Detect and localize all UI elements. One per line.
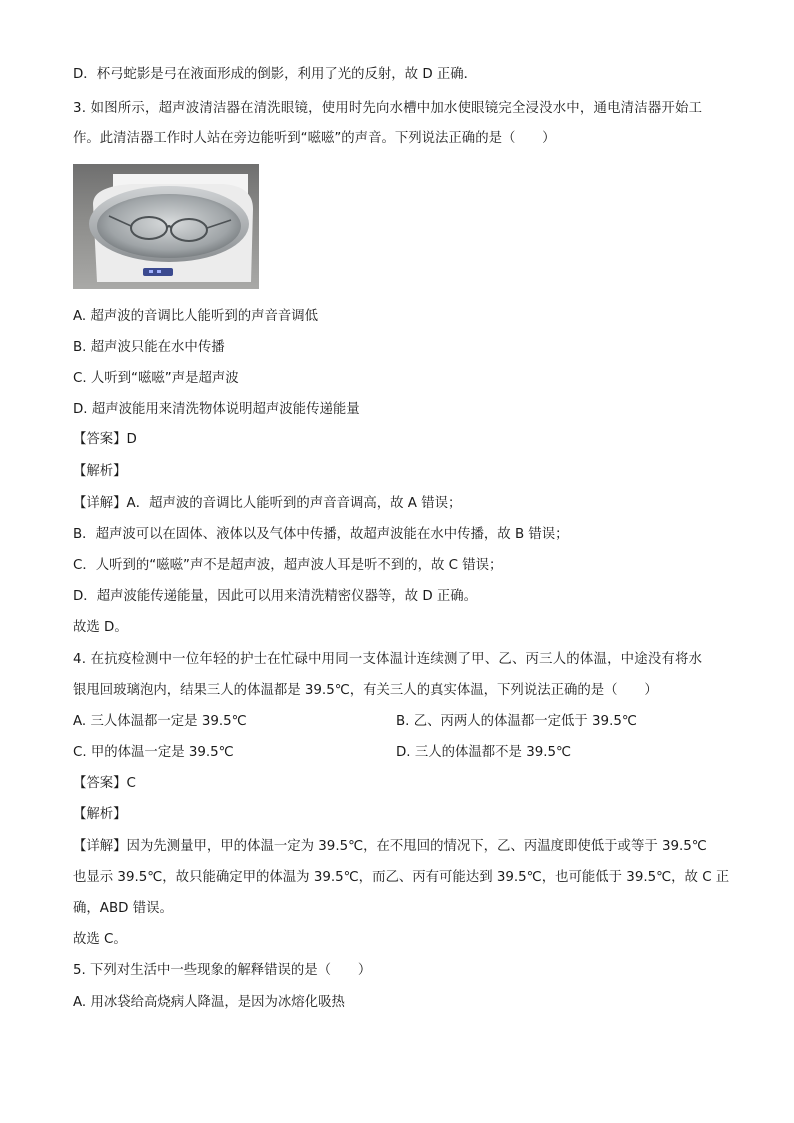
option-c: C. 甲的体温一定是 39.5℃: [73, 745, 234, 760]
explanation-line: 故选 D。: [73, 620, 128, 635]
question-4-stem: 4. 在抗疫检测中一位年轻的护士在忙碌中用同一支体温计连续测了甲、乙、丙三人的体温，中途没有将水: [73, 652, 703, 667]
analysis-label: 【解析】: [73, 464, 127, 479]
explanation-line: 也显示 39.5℃，故只能确定甲的体温为 39.5℃，而乙、丙有可能达到 39.5℃，也可能低于 39.5℃，故 C 正: [73, 870, 730, 885]
option-c: C. 人听到“嗞嗞”声是超声波: [73, 371, 239, 386]
answer-label: 【答案】C: [73, 776, 136, 791]
answer-label: 【答案】D: [73, 432, 137, 447]
explanation-line: 【详解】因为先测量甲，甲的体温一定为 39.5℃，在不甩回的情况下，乙、丙温度即使低于或等于 39.5℃: [73, 839, 707, 854]
explanation-line: C．人听到的“嗞嗞”声不是超声波，超声波人耳是听不到的，故 C 错误；: [73, 558, 503, 573]
option-d: D. 超声波能用来清洗物体说明超声波能传递能量: [73, 402, 360, 417]
option-d: D. 三人的体温都不是 39.5℃: [396, 745, 572, 760]
explanation-line: B．超声波可以在固体、液体以及气体中传播，故超声波能在水中传播，故 B 错误；: [73, 527, 569, 542]
question-5-stem: 5. 下列对生活中一些现象的解释错误的是（ ）: [73, 963, 372, 978]
analysis-label: 【解析】: [73, 807, 127, 822]
question-3-stem-cont: 作。此清洁器工作时人站在旁边能听到“嗞嗞”的声音。下列说法正确的是（ ）: [73, 131, 556, 146]
option-b: B. 超声波只能在水中传播: [73, 340, 225, 355]
explanation-line: 确，ABD 错误。: [73, 901, 173, 916]
explanation-line: 【详解】A．超声波的音调比人能听到的声音音调高，故 A 错误；: [73, 496, 462, 511]
option-a: A. 用冰袋给高烧病人降温，是因为冰熔化吸热: [73, 995, 345, 1010]
option-a: A. 超声波的音调比人能听到的声音音调低: [73, 309, 319, 324]
ultrasonic-cleaner-photo: [73, 164, 259, 289]
explanation-line: 故选 C。: [73, 932, 127, 947]
question-4-stem-cont: 银甩回玻璃泡内，结果三人的体温都是 39.5℃，有关三人的真实体温，下列说法正确的是（ ）: [73, 683, 658, 698]
option-b: B. 乙、丙两人的体温都一定低于 39.5℃: [396, 714, 637, 729]
option-a: A. 三人体温都一定是 39.5℃: [73, 714, 247, 729]
text-line: D．杯弓蛇影是弓在液面形成的倒影，利用了光的反射，故 D 正确．: [73, 67, 478, 82]
question-3-stem: 3. 如图所示，超声波清洁器在清洗眼镜，使用时先向水槽中加水使眼镜完全浸没水中，通电清洁器开始工: [73, 101, 703, 116]
explanation-line: D．超声波能传递能量，因此可以用来清洗精密仪器等，故 D 正确。: [73, 589, 478, 604]
